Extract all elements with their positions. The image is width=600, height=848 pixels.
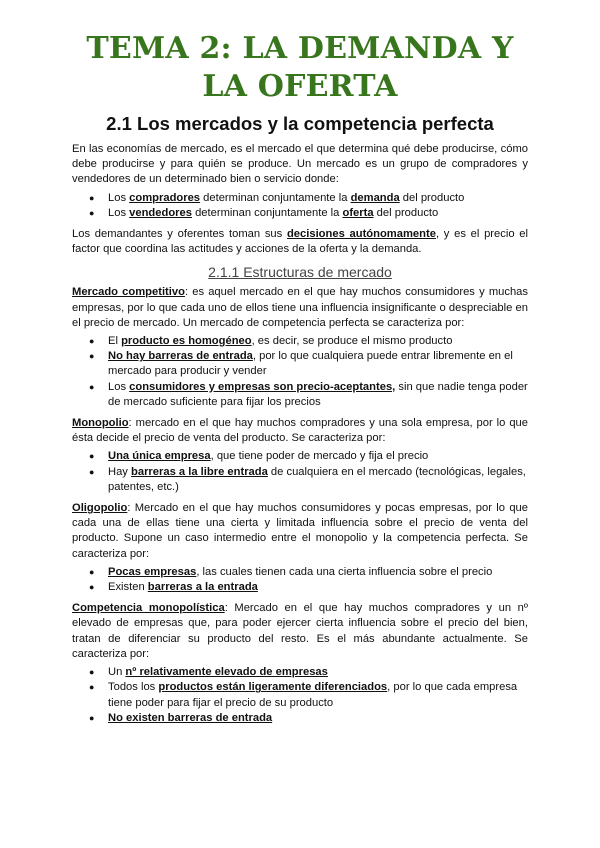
list-item: ● Existen barreras a la entrada: [72, 580, 528, 595]
list-item: ● Un nº relativamente elevado de empresas: [72, 665, 528, 680]
document-page: [72, 30, 528, 732]
list-item: ● Todos los productos están ligeramente diferenciados, por lo que cada empresa tiene poder para fijar el precio de su producto: [89, 681, 518, 709]
oligopolio-bullet-list: [72, 565, 528, 595]
competitivo-bullet-list: [72, 334, 528, 410]
monopolistica-bullet-list: [72, 665, 528, 726]
bullet-icon: ●: [89, 566, 95, 577]
oligopolio-paragraph: Oligopolio: Mercado en el que hay muchos consumidores y pocas empresas, por lo que cada una de ellas tiene una cierta y limitada influencia sobre el precio de venta del producto. Supone un caso intermedio entre el monopolio y la competencia perfecta. Se caracteriza por:: [72, 502, 528, 560]
bullet-icon: ●: [89, 336, 95, 347]
list-item: ● Los vendedores determinan conjuntamente la oferta del producto: [72, 206, 528, 221]
monopolio-paragraph: Monopolio: mercado en el que hay muchos compradores y una sola empresa, por lo que ésta decide el precio de venta del producto. Se caracteriza por:: [72, 417, 528, 445]
list-item: ● Los compradores determinan conjuntamente la demanda del producto: [72, 191, 528, 206]
list-item: ● No hay barreras de entrada, por lo que cualquiera puede entrar libremente en el mercado para producir y vender: [89, 350, 513, 378]
list-item: ● Una única empresa, que tiene poder de mercado y fija el precio: [72, 449, 528, 464]
intro-bullet-list: [72, 191, 528, 221]
bullet-icon: ●: [89, 667, 95, 678]
bullet-icon: ●: [89, 381, 95, 392]
bullet-icon: ●: [89, 582, 95, 593]
section-heading: 2.1 Los mercados y la competencia perfecta: [106, 113, 494, 134]
subsection-heading: 2.1.1 Estructuras de mercado: [208, 264, 392, 281]
page-title: TEMA 2: LA DEMANDA Y LA OFERTA: [86, 31, 514, 104]
intro-paragraph: En las economías de mercado, es el mercado el que determina qué debe producirse, cómo debe producirse y para quién se produce. Un mercado es un grupo de compradores y vendedores de un determinado bien o servicio donde:: [72, 143, 528, 186]
bullet-icon: ●: [89, 451, 95, 462]
bullet-icon: ●: [89, 682, 95, 693]
bullet-icon: ●: [89, 712, 95, 723]
bullet-icon: ●: [89, 351, 95, 362]
bullet-icon: ●: [89, 466, 95, 477]
list-item: ● El producto es homogéneo, es decir, se produce el mismo producto: [72, 334, 528, 349]
monopolistica-paragraph: Competencia monopolística: Mercado en el que hay muchos compradores y un nº elevado de empresas que, para poder ejercer cierta influencia sobre el precio del bien, tratan de diferenciar su producto del resto. Es el más abundante actualmente. Se caracteriza por:: [72, 602, 528, 660]
list-item: ● Pocas empresas, las cuales tienen cada una cierta influencia sobre el precio: [72, 565, 528, 580]
list-item: ● Hay barreras a la libre entrada de cualquiera en el mercado (tecnológicas, legales, patentes, etc.): [89, 465, 526, 493]
monopolio-bullet-list: [72, 449, 528, 495]
competitivo-paragraph: Mercado competitivo: es aquel mercado en el que hay muchos consumidores y muchas empresas, por lo que cada uno de ellos tiene una influencia insignificante o despreciable en el precio de mercado. Un mercado de competencia perfecta se caracteriza por:: [72, 286, 528, 329]
list-item: ● No existen barreras de entrada: [72, 711, 528, 726]
bullet-icon: ●: [89, 207, 95, 218]
decisiones-paragraph: Los demandantes y oferentes toman sus decisiones autónomamente, y es el precio el factor que coordina las actitudes y acciones de la oferta y la demanda.: [72, 228, 528, 256]
bullet-icon: ●: [89, 192, 95, 203]
list-item: ● Los consumidores y empresas son precio-aceptantes, sin que nadie tenga poder de mercado suficiente para fijar los precios: [89, 380, 528, 408]
